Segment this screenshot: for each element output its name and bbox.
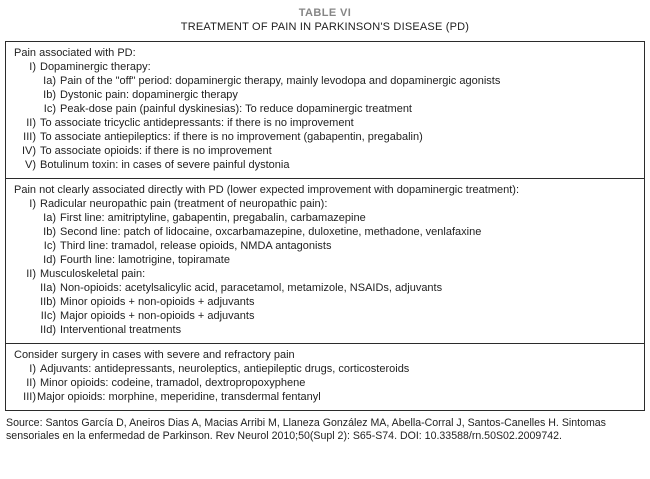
line-number: II) xyxy=(26,268,36,280)
line-text: Non-opioids: acetylsalicylic acid, paracetamol, metamizole, NSAIDs, adjuvants xyxy=(60,282,443,294)
table-line xyxy=(12,60,638,74)
line-text: Adjuvants: antidepressants, neuroleptics, antiepileptic drugs, corticosteroids xyxy=(40,363,410,375)
line-text: Radicular neuropathic pain (treatment of neuropathic pain): xyxy=(40,198,328,210)
table-line xyxy=(12,130,638,144)
line-number: Ic) xyxy=(43,240,56,252)
line-number: I) xyxy=(29,198,36,210)
table-line xyxy=(12,281,638,295)
table-header xyxy=(4,7,646,34)
table-line xyxy=(12,183,638,197)
line-text: Minor opioids + non-opioids + adjuvants xyxy=(60,296,255,308)
table-line xyxy=(12,348,638,362)
line-text: To associate opioids: if there is no improvement xyxy=(40,145,272,157)
line-text: Minor opioids: codeine, tramadol, dextropropoxyphene xyxy=(40,377,306,389)
table-line xyxy=(12,211,638,225)
line-number: II) xyxy=(26,377,36,389)
table-line xyxy=(12,239,638,253)
treatment-table xyxy=(5,41,645,411)
table-line xyxy=(12,323,638,337)
line-text: Pain not clearly associated directly with PD (lower expected improvement with dopaminergic treatment): xyxy=(14,184,519,196)
table-line xyxy=(12,362,638,376)
table-line xyxy=(12,88,638,102)
line-text: Pain associated with PD: xyxy=(14,47,136,59)
line-text: Dopaminergic therapy: xyxy=(40,61,151,73)
line-number: Ib) xyxy=(43,89,56,101)
table-line xyxy=(12,309,638,323)
line-text: Botulinum toxin: in cases of severe painful dystonia xyxy=(40,159,290,171)
line-text: Interventional treatments xyxy=(60,324,182,336)
table-line xyxy=(12,158,638,172)
table-section xyxy=(6,42,644,178)
table-line xyxy=(12,102,638,116)
line-text: Pain of the "off" period: dopaminergic therapy, mainly levodopa and dopaminergic agonists xyxy=(60,75,501,87)
line-text: Third line: tramadol, release opioids, NMDA antagonists xyxy=(60,240,332,252)
line-text: Consider surgery in cases with severe and refractory pain xyxy=(14,349,295,361)
line-number: Id) xyxy=(43,254,56,266)
line-number: V) xyxy=(25,159,36,171)
source-citation: Source: Santos García D, Aneiros Dias A, Macias Arribi M, Llaneza González MA, Abella-Corral J, Santos-Canelles H. Sintomas sensoriales en la enfermedad de Parkinson. Rev Neurol 2010;50(Supl 2): S65-S74. DOI: 10.33588/rn.50S02.2009742. xyxy=(6,417,606,442)
table-section xyxy=(6,178,644,343)
table-line xyxy=(12,116,638,130)
table-section xyxy=(6,343,644,410)
line-text: Second line: patch of lidocaine, oxcarbamazepine, duloxetine, methadone, venlafaxine xyxy=(60,226,482,238)
table-subtitle: TREATMENT OF PAIN IN PARKINSON'S DISEASE (PD) xyxy=(180,21,470,33)
table-title: TABLE VI xyxy=(298,7,352,19)
line-number: IIa) xyxy=(40,282,56,294)
line-text: Musculoskeletal pain: xyxy=(40,268,146,280)
table-line xyxy=(12,46,638,60)
table-line xyxy=(12,74,638,88)
line-number: Ia) xyxy=(43,75,56,87)
line-number: Ia) xyxy=(43,212,56,224)
line-text: Major opioids + non-opioids + adjuvants xyxy=(60,310,255,322)
line-number: IV) xyxy=(21,145,36,157)
line-number: Ib) xyxy=(43,226,56,238)
line-number: II) xyxy=(26,117,36,129)
line-number: Ic) xyxy=(43,103,56,115)
table-line xyxy=(12,376,638,390)
table-line xyxy=(12,144,638,158)
table-line xyxy=(12,253,638,267)
line-number: I) xyxy=(29,363,36,375)
table-line xyxy=(12,295,638,309)
line-number: III) xyxy=(23,391,36,403)
line-number: IIc) xyxy=(40,310,56,322)
line-text: Dystonic pain: dopaminergic therapy xyxy=(60,89,238,101)
line-text: To associate antiepileptics: if there is no improvement (gabapentin, pregabalin) xyxy=(40,131,423,143)
line-number: I) xyxy=(29,61,36,73)
line-text: First line: amitriptyline, gabapentin, pregabalin, carbamazepine xyxy=(60,212,366,224)
table-line xyxy=(12,225,638,239)
line-text: Peak-dose pain (painful dyskinesias): To reduce dopaminergic treatment xyxy=(60,103,412,115)
line-number: IId) xyxy=(40,324,56,336)
line-text: Major opioids: morphine, meperidine, transdermal fentanyl xyxy=(37,391,321,403)
line-text: Fourth line: lamotrigine, topiramate xyxy=(60,254,230,266)
line-number: IIb) xyxy=(40,296,56,308)
line-number: III) xyxy=(23,131,36,143)
table-line xyxy=(12,197,638,211)
table-line xyxy=(12,267,638,281)
table-line xyxy=(12,390,638,404)
line-text: To associate tricyclic antidepressants: if there is no improvement xyxy=(40,117,354,129)
